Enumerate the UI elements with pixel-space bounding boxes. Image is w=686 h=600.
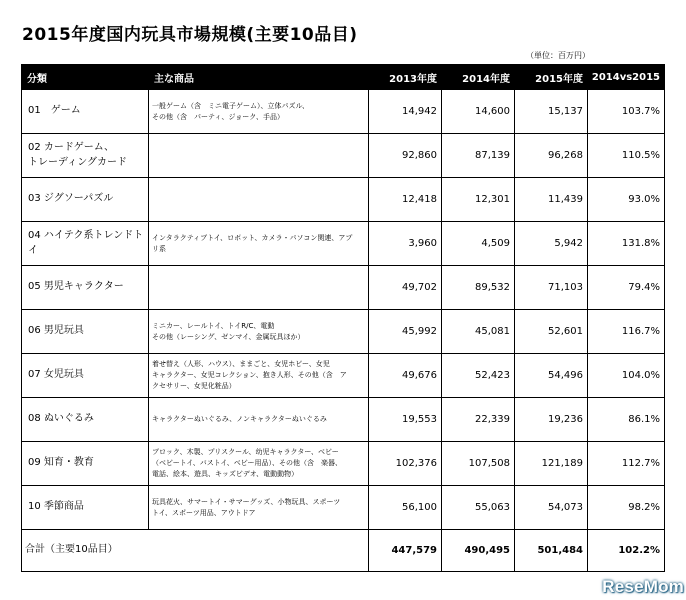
value-2013: 12,418	[369, 178, 442, 222]
category-line: トレーディングカード	[28, 156, 127, 168]
value-2015: 5,942	[515, 222, 588, 266]
value-2014: 22,339	[442, 398, 515, 442]
value-ratio: 104.0%	[588, 354, 665, 398]
category-line: 10 季節商品	[28, 501, 84, 513]
items-line: インタラクティブトイ、ロボット、カメラ・パソコン関連、アプ	[152, 233, 353, 242]
items-line: ブロック、木製、プリスクール、幼児キャラクター、ベビー	[152, 448, 339, 457]
value-2015: 54,496	[515, 354, 588, 398]
category-cell	[22, 266, 149, 310]
category-cell	[22, 398, 149, 442]
value-2015: 15,137	[515, 90, 588, 134]
header-category: 分類	[22, 65, 149, 90]
category-line: 08 ぬいぐるみ	[28, 413, 94, 425]
total-row	[22, 530, 665, 572]
items-cell	[149, 90, 369, 134]
items-cell	[149, 310, 369, 354]
category-cell	[22, 486, 149, 530]
items-line: キャラクターぬいぐるみ、ノンキャラクターぬいぐるみ	[152, 415, 327, 424]
category-line: 09 知育・教育	[28, 457, 94, 469]
category-line: 06 男児玩具	[28, 325, 84, 337]
total-2014: 490,495	[442, 530, 515, 572]
page-title: 2015年度国内玩具市場規模(主要10品目)	[22, 25, 358, 45]
header-2013: 2013年度	[369, 65, 442, 90]
items-cell	[149, 486, 369, 530]
value-ratio: 131.8%	[588, 222, 665, 266]
items-cell	[149, 354, 369, 398]
category-line: 07 女児玩具	[28, 369, 84, 381]
value-2015: 52,601	[515, 310, 588, 354]
table-row	[22, 442, 665, 486]
value-2015: 71,103	[515, 266, 588, 310]
table-row	[22, 266, 665, 310]
total-2015: 501,484	[515, 530, 588, 572]
value-ratio: 98.2%	[588, 486, 665, 530]
header-items: 主な商品	[149, 65, 369, 90]
header-2014: 2014年度	[442, 65, 515, 90]
category-line: 02 カードゲーム、	[28, 142, 115, 153]
value-ratio: 103.7%	[588, 90, 665, 134]
items-line: 玩具花火、サマートイ・サマーグッズ、小物玩具、スポーツ	[152, 497, 341, 506]
category-line: 03 ジグソーパズル	[28, 193, 114, 205]
category-line: 01 ゲーム	[28, 105, 81, 117]
items-line: ミニカー、レールトイ、トイR/C、電動	[152, 321, 275, 330]
unit-note: （単位：百万円）	[526, 51, 590, 60]
value-2015: 19,236	[515, 398, 588, 442]
items-line: その他（レーシング、ゼンマイ、金属玩具ほか）	[152, 332, 305, 341]
value-ratio: 116.7%	[588, 310, 665, 354]
items-line: 電話、絵本、遊具、キッズビデオ、電動動物）	[152, 469, 299, 478]
value-2014: 45,081	[442, 310, 515, 354]
header-2015: 2015年度	[515, 65, 588, 90]
table-row	[22, 178, 665, 222]
value-2014: 87,139	[442, 134, 515, 178]
value-2013: 56,100	[369, 486, 442, 530]
category-cell	[22, 178, 149, 222]
value-2015: 121,189	[515, 442, 588, 486]
category-cell	[22, 310, 149, 354]
items-line: その他（含 パーティ、ジョーク、手品）	[152, 112, 285, 121]
value-2014: 12,301	[442, 178, 515, 222]
value-2013: 45,992	[369, 310, 442, 354]
value-2015: 96,268	[515, 134, 588, 178]
category-cell	[22, 442, 149, 486]
table-row	[22, 486, 665, 530]
value-ratio: 93.0%	[588, 178, 665, 222]
total-label: 合計（主要10品目）	[22, 530, 369, 572]
items-cell	[149, 134, 369, 178]
header-ratio: 2014vs2015	[588, 65, 665, 90]
items-line: 着せ替え（人形、ハウス）、ままごと、女児ホビー、女児	[152, 360, 330, 369]
toy-market-table	[21, 64, 665, 572]
value-2013: 19,553	[369, 398, 442, 442]
value-2013: 3,960	[369, 222, 442, 266]
value-2015: 11,439	[515, 178, 588, 222]
table-row	[22, 310, 665, 354]
category-cell	[22, 222, 149, 266]
table-row	[22, 90, 665, 134]
value-2014: 89,532	[442, 266, 515, 310]
value-2014: 55,063	[442, 486, 515, 530]
value-2014: 4,509	[442, 222, 515, 266]
items-line: 一般ゲーム（含 ミニ電子ゲーム）、立体パズル、	[152, 101, 309, 110]
total-ratio: 102.2%	[588, 530, 665, 572]
items-cell	[149, 178, 369, 222]
items-cell	[149, 398, 369, 442]
value-2014: 14,600	[442, 90, 515, 134]
table-row	[22, 354, 665, 398]
items-line: クセサリー、女児化粧品）	[152, 381, 236, 390]
header-row	[22, 65, 665, 90]
resemom-logo: ReseMom	[602, 577, 684, 596]
category-cell	[22, 354, 149, 398]
items-line: （ベビートイ、バストイ、ベビー用品）、その他（含 楽器、	[152, 459, 342, 468]
items-cell	[149, 266, 369, 310]
table-row	[22, 222, 665, 266]
value-ratio: 86.1%	[588, 398, 665, 442]
value-2014: 107,508	[442, 442, 515, 486]
total-2013: 447,579	[369, 530, 442, 572]
items-line: トイ、スポーツ用品、アウトドア	[152, 508, 256, 517]
value-2015: 54,073	[515, 486, 588, 530]
value-ratio: 112.7%	[588, 442, 665, 486]
category-cell	[22, 134, 149, 178]
value-ratio: 110.5%	[588, 134, 665, 178]
value-2013: 92,860	[369, 134, 442, 178]
items-cell	[149, 222, 369, 266]
value-2013: 49,676	[369, 354, 442, 398]
category-line: 04 ハイテク系トレンドトイ	[28, 230, 144, 256]
value-2014: 52,423	[442, 354, 515, 398]
value-2013: 102,376	[369, 442, 442, 486]
table-row	[22, 398, 665, 442]
items-cell	[149, 442, 369, 486]
category-cell	[22, 90, 149, 134]
value-ratio: 79.4%	[588, 266, 665, 310]
category-line: 05 男児キャラクター	[28, 281, 124, 293]
table-row	[22, 134, 665, 178]
items-line: キャラクター、女児コレクション、抱き人形、その他（含 ア	[152, 371, 347, 380]
items-line: リ系	[152, 244, 166, 253]
value-2013: 49,702	[369, 266, 442, 310]
value-2013: 14,942	[369, 90, 442, 134]
